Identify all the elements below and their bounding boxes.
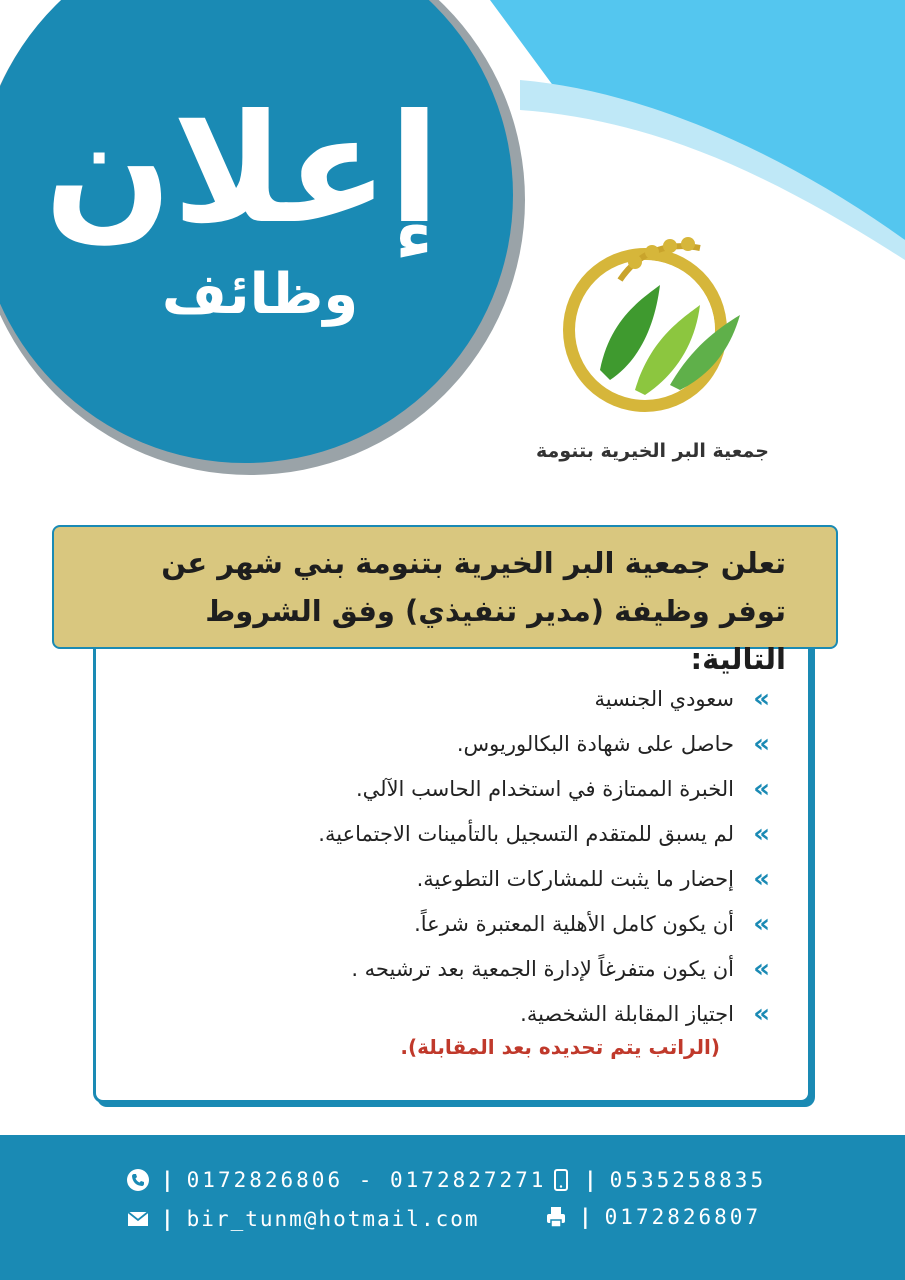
chevron-double-icon: »	[753, 998, 770, 1029]
salary-note: (الراتب يتم تحديده بعد المقابلة).	[400, 1035, 720, 1059]
phone-contact	[125, 1168, 546, 1192]
separator: |	[579, 1205, 595, 1229]
jobs-subtitle: وظائف	[161, 262, 359, 327]
organization-name: جمعية البر الخيرية بتنومة	[536, 440, 769, 462]
email-address[interactable]: bir_tunm@hotmail.com	[186, 1207, 480, 1231]
condition-text: سعودي الجنسية	[594, 686, 734, 711]
condition-item	[120, 946, 770, 991]
mobile-number[interactable]: 0535258835	[609, 1168, 767, 1192]
condition-item	[120, 811, 770, 856]
condition-item	[120, 991, 770, 1036]
fax-contact	[543, 1205, 761, 1229]
condition-item	[120, 901, 770, 946]
condition-item	[120, 676, 770, 721]
mobile-icon	[548, 1168, 574, 1192]
chevron-double-icon: »	[753, 818, 770, 849]
separator: |	[161, 1168, 177, 1192]
separator: |	[161, 1207, 177, 1231]
chevron-double-icon: »	[753, 863, 770, 894]
announcement-title: إعلان	[44, 83, 440, 257]
chevron-double-icon: »	[753, 953, 770, 984]
chevron-double-icon: »	[753, 683, 770, 714]
organization-logo	[550, 230, 760, 420]
email-contact	[125, 1207, 480, 1231]
condition-text: لم يسبق للمتقدم التسجيل بالتأمينات الاجتماعية.	[318, 821, 734, 846]
condition-text: اجتياز المقابلة الشخصية.	[520, 1001, 734, 1026]
phone-numbers[interactable]: 0172826806 - 0172827271	[186, 1168, 547, 1192]
condition-item	[120, 856, 770, 901]
chevron-double-icon: »	[753, 908, 770, 939]
chevron-double-icon: »	[753, 773, 770, 804]
separator: |	[584, 1168, 600, 1192]
fax-icon	[543, 1205, 569, 1229]
phone-icon	[125, 1168, 151, 1192]
conditions-list	[120, 676, 770, 1036]
condition-text: أن يكون متفرغاً لإدارة الجمعية بعد ترشيحه .	[351, 956, 734, 981]
condition-text: الخبرة الممتازة في استخدام الحاسب الآلي.	[356, 776, 734, 801]
condition-item	[120, 721, 770, 766]
announcement-intro: تعلن جمعية البر الخيرية بتنومة بني شهر عن توفر وظيفة (مدير تنفيذي) وفق الشروط التالية:	[52, 525, 838, 649]
envelope-icon	[125, 1207, 151, 1231]
condition-text: إحضار ما يثبت للمشاركات التطوعية.	[416, 866, 734, 891]
condition-item	[120, 766, 770, 811]
condition-text: أن يكون كامل الأهلية المعتبرة شرعاً.	[414, 911, 734, 936]
mobile-contact	[548, 1168, 766, 1192]
condition-text: حاصل على شهادة البكالوريوس.	[456, 731, 734, 756]
chevron-double-icon: »	[753, 728, 770, 759]
fax-number[interactable]: 0172826807	[604, 1205, 762, 1229]
